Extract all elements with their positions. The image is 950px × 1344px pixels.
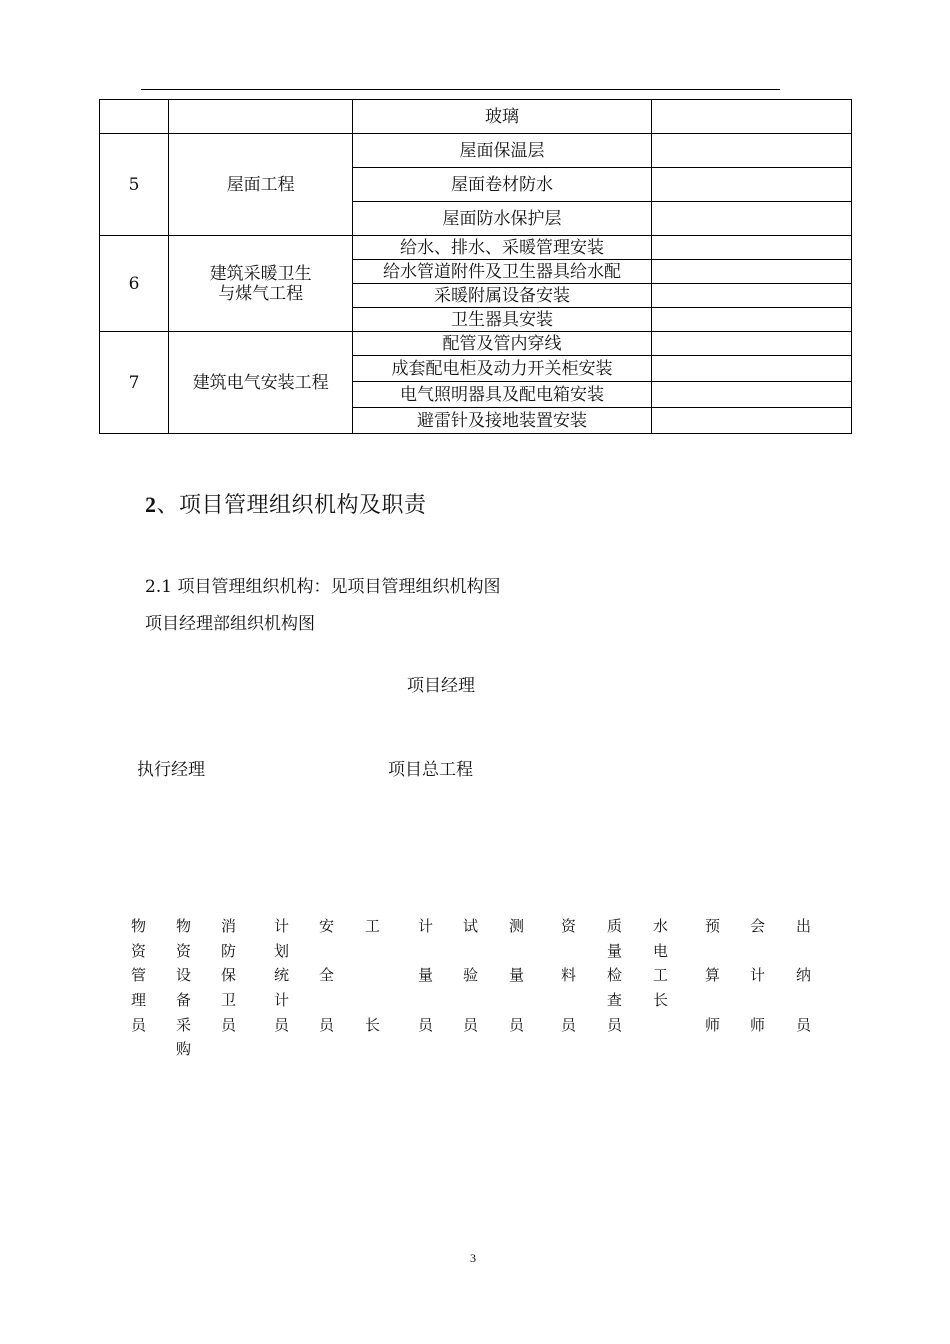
table-row <box>100 236 852 260</box>
staff-role-char: 统 <box>274 966 290 985</box>
staff-column <box>653 914 668 1013</box>
staff-column <box>418 914 433 1037</box>
blank-cell <box>651 260 851 284</box>
staff-role-char: 预 <box>705 917 721 935</box>
staff-role-char <box>365 988 380 1013</box>
staff-role-char: 会 <box>750 917 766 935</box>
staff-role-char: 安 <box>319 917 335 935</box>
staff-role-char <box>750 939 765 964</box>
project-name: 屋面工程 <box>169 134 353 236</box>
staff-role-char: 员 <box>319 1015 335 1034</box>
staff-role-char: 防 <box>221 941 237 960</box>
staff-role-char: 保 <box>221 966 237 985</box>
work-item: 成套配电柜及动力开关柜安装 <box>353 356 651 382</box>
work-item: 屋面防水保护层 <box>353 202 651 236</box>
staff-role-char <box>561 939 576 964</box>
staff-role-char <box>750 988 765 1013</box>
staff-role-char: 员 <box>221 1015 237 1034</box>
blank-cell <box>651 356 851 382</box>
work-items-table <box>99 99 852 434</box>
project-name: 建筑电气安装工程 <box>169 332 353 434</box>
staff-role-char <box>319 939 334 964</box>
staff-role-char <box>365 939 380 964</box>
org-node-chief-engineer: 项目总工程 <box>388 760 473 780</box>
row-number: 6 <box>100 236 169 332</box>
staff-role-char: 员 <box>509 1015 525 1034</box>
staff-role-char <box>705 939 720 964</box>
staff-role-char: 员 <box>796 1015 812 1034</box>
page-number: 3 <box>470 1251 476 1265</box>
staff-role-char: 水 <box>653 917 669 935</box>
staff-role-char: 长 <box>365 1015 381 1034</box>
work-item: 屋面卷材防水 <box>353 168 651 202</box>
staff-role-char: 物 <box>176 917 192 935</box>
chart-caption: 项目经理部组织机构图 <box>145 614 315 634</box>
staff-role-char: 电 <box>653 941 669 960</box>
staff-role-char: 料 <box>561 966 577 985</box>
staff-role-char: 理 <box>131 991 147 1010</box>
staff-column <box>509 914 524 1037</box>
subsection-line: 2.1 项目管理组织机构：见项目管理组织机构图 <box>145 577 501 597</box>
table-row <box>100 100 852 134</box>
staff-column <box>131 914 146 1037</box>
work-item: 给水、排水、采暖管理安装 <box>353 236 651 260</box>
work-item: 给水管道附件及卫生器具给水配 <box>353 260 651 284</box>
work-item: 避雷针及接地装置安装 <box>353 408 651 434</box>
staff-role-char: 全 <box>319 966 335 985</box>
staff-role-char: 长 <box>653 991 669 1010</box>
work-item: 屋面保温层 <box>353 134 651 168</box>
staff-column <box>176 914 191 1062</box>
staff-column <box>319 914 334 1037</box>
staff-role-char: 设 <box>176 966 192 985</box>
staff-role-char: 计 <box>274 991 290 1010</box>
staff-role-char: 卫 <box>221 991 237 1010</box>
staff-role-char: 量 <box>509 966 525 985</box>
staff-role-char: 购 <box>176 1040 192 1059</box>
staff-role-char: 质 <box>607 917 623 935</box>
staff-role-char: 检 <box>607 966 623 985</box>
blank-cell <box>651 284 851 308</box>
staff-role-char: 资 <box>131 941 147 960</box>
org-node-project-manager: 项目经理 <box>407 676 475 696</box>
staff-role-char: 计 <box>418 917 434 935</box>
staff-column <box>705 914 720 1037</box>
section-number: 2 <box>145 492 157 517</box>
work-item: 卫生器具安装 <box>353 308 651 332</box>
table-row <box>100 134 852 168</box>
row-number: 7 <box>100 332 169 434</box>
staff-column <box>561 914 576 1037</box>
staff-role-char <box>365 963 380 988</box>
blank-cell <box>651 408 851 434</box>
staff-role-char <box>796 988 811 1013</box>
staff-role-char <box>418 988 433 1013</box>
section-title-text: 、项目管理组织机构及职责 <box>156 493 427 518</box>
staff-role-char: 备 <box>176 991 192 1010</box>
work-item: 玻璃 <box>353 100 651 134</box>
work-item: 采暖附属设备安装 <box>353 284 651 308</box>
staff-role-char <box>509 939 524 964</box>
staff-role-char: 管 <box>131 966 147 985</box>
staff-column <box>463 914 478 1037</box>
staff-role-char: 物 <box>131 917 147 935</box>
staff-role-char: 纳 <box>796 966 812 985</box>
blank-cell <box>651 308 851 332</box>
staff-role-char: 员 <box>131 1015 147 1034</box>
staff-role-char: 测 <box>509 917 525 935</box>
table-row <box>100 332 852 356</box>
staff-role-char: 试 <box>463 917 479 935</box>
project-name: 建筑采暖卫生 与煤气工程 <box>169 236 353 332</box>
staff-role-char: 采 <box>176 1015 192 1034</box>
staff-role-char: 消 <box>221 917 237 935</box>
staff-role-char: 资 <box>176 941 192 960</box>
staff-role-char: 员 <box>561 1015 577 1034</box>
staff-column <box>221 914 236 1037</box>
blank-cell <box>651 168 851 202</box>
staff-role-char <box>319 988 334 1013</box>
staff-role-char <box>509 988 524 1013</box>
staff-column <box>365 914 380 1037</box>
staff-column <box>750 914 765 1037</box>
org-node-executive-manager: 执行经理 <box>137 760 205 780</box>
staff-role-char: 出 <box>796 917 812 935</box>
row-number <box>100 100 169 134</box>
staff-role-char: 师 <box>750 1015 766 1034</box>
staff-role-char: 工 <box>365 917 381 935</box>
staff-role-char <box>463 988 478 1013</box>
staff-role-char <box>796 939 811 964</box>
work-item: 电气照明器具及配电箱安装 <box>353 382 651 408</box>
staff-role-char: 师 <box>705 1015 721 1034</box>
staff-role-char: 计 <box>274 917 290 935</box>
blank-cell <box>651 332 851 356</box>
staff-role-char <box>561 988 576 1013</box>
staff-role-char: 查 <box>607 991 623 1010</box>
project-name <box>169 100 353 134</box>
staff-column <box>796 914 811 1037</box>
staff-role-char <box>418 939 433 964</box>
staff-role-char <box>463 939 478 964</box>
staff-role-char: 量 <box>607 941 623 960</box>
blank-cell <box>651 382 851 408</box>
staff-role-char: 算 <box>705 966 721 985</box>
blank-cell <box>651 134 851 168</box>
staff-role-char: 量 <box>418 966 434 985</box>
staff-role-char: 验 <box>463 966 479 985</box>
header-rule <box>141 89 780 90</box>
staff-role-char <box>705 988 720 1013</box>
blank-cell <box>651 236 851 260</box>
staff-column <box>274 914 289 1037</box>
staff-role-char: 员 <box>274 1015 290 1034</box>
row-number: 5 <box>100 134 169 236</box>
section-heading <box>145 488 427 519</box>
staff-role-char: 工 <box>653 966 669 985</box>
staff-role-char: 员 <box>418 1015 434 1034</box>
staff-role-char: 员 <box>463 1015 479 1034</box>
blank-cell <box>651 100 851 134</box>
work-item: 配管及管内穿线 <box>353 332 651 356</box>
staff-role-char: 计 <box>750 966 766 985</box>
staff-column <box>607 914 622 1037</box>
blank-cell <box>651 202 851 236</box>
staff-role-char: 划 <box>274 941 290 960</box>
staff-role-char: 资 <box>561 917 577 935</box>
staff-role-char: 员 <box>607 1015 623 1034</box>
